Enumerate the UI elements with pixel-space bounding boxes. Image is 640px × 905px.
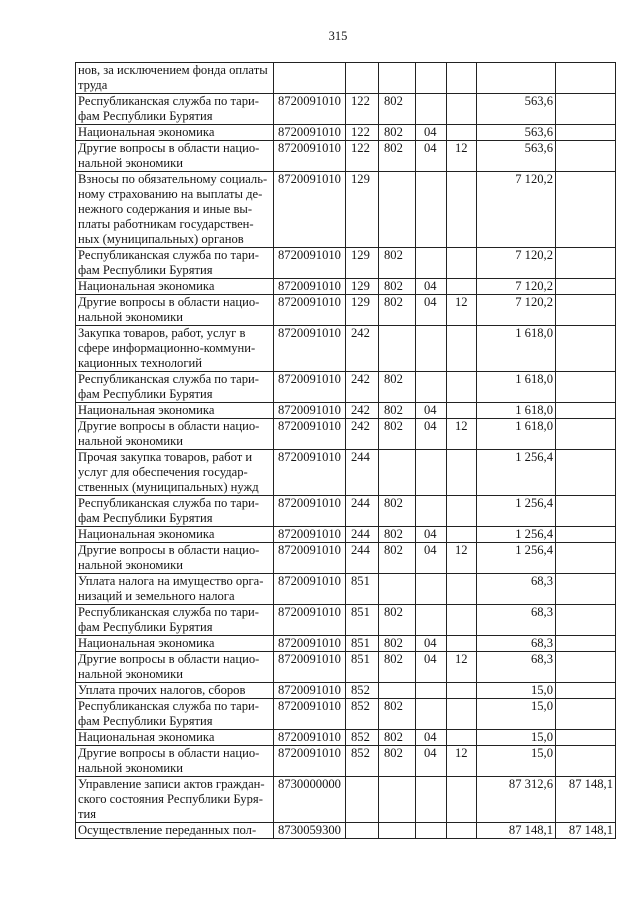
ministry-code-cell: 802 [379,94,416,125]
description-cell: Осуществление переданных пол- [76,823,274,839]
expense-type-cell: 851 [346,574,379,605]
amount-2-cell [556,403,616,419]
amount-2-cell [556,172,616,248]
amount-cell: 563,6 [477,94,556,125]
table-row [76,63,616,94]
description-cell: Национальная экономика [76,279,274,295]
table-row [76,777,616,823]
section-cell: 04 [416,125,447,141]
section-cell: 04 [416,730,447,746]
amount-2-cell [556,248,616,279]
amount-2-cell [556,295,616,326]
subsection-cell [447,450,477,496]
amount-2-cell [556,63,616,94]
description-cell: Управление записи актов граждан- ского состояния Республики Буря- тия [76,777,274,823]
ministry-code-cell: 802 [379,403,416,419]
description-cell: Национальная экономика [76,125,274,141]
expense-type-cell: 244 [346,450,379,496]
subsection-cell [447,94,477,125]
description-cell: Национальная экономика [76,403,274,419]
ministry-code-cell: 802 [379,605,416,636]
table-row [76,403,616,419]
amount-2-cell [556,141,616,172]
budget-table [75,62,616,839]
amount-cell: 1 618,0 [477,419,556,450]
subsection-cell: 12 [447,746,477,777]
ministry-code-cell: 802 [379,372,416,403]
ministry-code-cell: 802 [379,699,416,730]
ministry-code-cell [379,172,416,248]
amount-2-cell [556,543,616,574]
section-cell [416,823,447,839]
ministry-code-cell [379,326,416,372]
expense-type-cell: 851 [346,652,379,683]
amount-2-cell [556,605,616,636]
amount-2-cell [556,730,616,746]
target-code-cell: 8720091010 [274,699,346,730]
amount-cell: 87 312,6 [477,777,556,823]
section-cell [416,372,447,403]
expense-type-cell: 244 [346,496,379,527]
amount-2-cell [556,94,616,125]
table-row [76,279,616,295]
section-cell: 04 [416,636,447,652]
expense-type-cell: 244 [346,527,379,543]
section-cell [416,683,447,699]
amount-cell: 7 120,2 [477,295,556,326]
amount-cell: 1 618,0 [477,326,556,372]
expense-type-cell: 129 [346,279,379,295]
expense-type-cell [346,63,379,94]
description-cell: Национальная экономика [76,636,274,652]
expense-type-cell: 852 [346,746,379,777]
expense-type-cell: 129 [346,248,379,279]
subsection-cell [447,63,477,94]
amount-cell: 15,0 [477,746,556,777]
section-cell [416,248,447,279]
expense-type-cell: 242 [346,372,379,403]
table-row [76,823,616,839]
amount-cell: 1 256,4 [477,496,556,527]
subsection-cell [447,248,477,279]
ministry-code-cell: 802 [379,295,416,326]
section-cell: 04 [416,746,447,777]
amount-2-cell [556,746,616,777]
table-row [76,419,616,450]
target-code-cell: 8720091010 [274,279,346,295]
target-code-cell: 8720091010 [274,403,346,419]
amount-cell: 1 256,4 [477,543,556,574]
amount-2-cell [556,496,616,527]
ministry-code-cell: 802 [379,527,416,543]
amount-cell: 1 618,0 [477,372,556,403]
ministry-code-cell: 802 [379,636,416,652]
expense-type-cell: 852 [346,683,379,699]
target-code-cell: 8720091010 [274,636,346,652]
description-cell: Взносы по обязательному социаль- ному страхованию на выплаты де- нежного содержания и иные вы- платы работникам государствен- ных (муниципальных) органов [76,172,274,248]
ministry-code-cell: 802 [379,141,416,172]
expense-type-cell: 122 [346,141,379,172]
section-cell: 04 [416,527,447,543]
target-code-cell: 8720091010 [274,125,346,141]
subsection-cell [447,636,477,652]
page-number: 315 [328,29,348,43]
table-row [76,730,616,746]
amount-cell: 68,3 [477,574,556,605]
subsection-cell [447,403,477,419]
table-row [76,172,616,248]
expense-type-cell: 242 [346,403,379,419]
table-row [76,295,616,326]
amount-2-cell [556,419,616,450]
subsection-cell: 12 [447,419,477,450]
table-row [76,527,616,543]
target-code-cell: 8720091010 [274,746,346,777]
expense-type-cell: 242 [346,419,379,450]
amount-cell: 15,0 [477,730,556,746]
ministry-code-cell: 802 [379,279,416,295]
amount-2-cell [556,527,616,543]
section-cell [416,94,447,125]
target-code-cell: 8730000000 [274,777,346,823]
description-cell: Другие вопросы в области нацио- нальной экономики [76,746,274,777]
target-code-cell: 8720091010 [274,605,346,636]
amount-cell: 15,0 [477,699,556,730]
amount-cell: 563,6 [477,141,556,172]
description-cell: Другие вопросы в области нацио- нальной экономики [76,419,274,450]
section-cell: 04 [416,652,447,683]
amount-2-cell [556,279,616,295]
target-code-cell: 8720091010 [274,372,346,403]
section-cell [416,450,447,496]
ministry-code-cell: 802 [379,125,416,141]
table-row [76,141,616,172]
description-cell: Республиканская служба по тари- фам Республики Бурятия [76,496,274,527]
section-cell: 04 [416,279,447,295]
target-code-cell: 8720091010 [274,730,346,746]
expense-type-cell: 244 [346,543,379,574]
table-row [76,636,616,652]
amount-2-cell [556,699,616,730]
amount-2-cell [556,636,616,652]
description-cell: Закупка товаров, работ, услуг в сфере информационно-коммуни- кационных технологий [76,326,274,372]
description-cell: Другие вопросы в области нацио- нальной экономики [76,543,274,574]
section-cell [416,777,447,823]
amount-cell: 1 256,4 [477,527,556,543]
table-row [76,746,616,777]
target-code-cell: 8720091010 [274,295,346,326]
subsection-cell [447,172,477,248]
subsection-cell [447,326,477,372]
ministry-code-cell: 802 [379,746,416,777]
expense-type-cell [346,777,379,823]
subsection-cell: 12 [447,295,477,326]
target-code-cell: 8730059300 [274,823,346,839]
amount-cell [477,63,556,94]
section-cell [416,496,447,527]
table-row [76,372,616,403]
amount-2-cell [556,326,616,372]
ministry-code-cell [379,683,416,699]
amount-cell: 7 120,2 [477,279,556,295]
amount-cell: 7 120,2 [477,172,556,248]
target-code-cell: 8720091010 [274,496,346,527]
expense-type-cell: 129 [346,172,379,248]
ministry-code-cell [379,777,416,823]
table-body [76,63,616,839]
target-code-cell: 8720091010 [274,172,346,248]
target-code-cell: 8720091010 [274,683,346,699]
amount-cell: 563,6 [477,125,556,141]
ministry-code-cell: 802 [379,248,416,279]
description-cell: Республиканская служба по тари- фам Республики Бурятия [76,372,274,403]
subsection-cell [447,279,477,295]
expense-type-cell: 129 [346,295,379,326]
subsection-cell: 12 [447,543,477,574]
description-cell: Уплата прочих налогов, сборов [76,683,274,699]
table-row [76,699,616,730]
amount-2-cell: 87 148,1 [556,823,616,839]
subsection-cell [447,699,477,730]
amount-2-cell [556,652,616,683]
ministry-code-cell: 802 [379,496,416,527]
expense-type-cell: 851 [346,636,379,652]
target-code-cell: 8720091010 [274,543,346,574]
ministry-code-cell: 802 [379,543,416,574]
amount-cell: 68,3 [477,605,556,636]
section-cell [416,699,447,730]
ministry-code-cell: 802 [379,652,416,683]
expense-type-cell: 122 [346,125,379,141]
ministry-code-cell: 802 [379,419,416,450]
description-cell: Национальная экономика [76,730,274,746]
ministry-code-cell [379,63,416,94]
subsection-cell [447,372,477,403]
amount-2-cell [556,450,616,496]
table-row [76,125,616,141]
table-row [76,574,616,605]
subsection-cell [447,730,477,746]
description-cell: Республиканская служба по тари- фам Республики Бурятия [76,248,274,279]
section-cell: 04 [416,141,447,172]
amount-2-cell [556,125,616,141]
ministry-code-cell [379,450,416,496]
ministry-code-cell: 802 [379,730,416,746]
table-row [76,652,616,683]
subsection-cell [447,527,477,543]
table-row [76,450,616,496]
amount-cell: 7 120,2 [477,248,556,279]
description-cell: Республиканская служба по тари- фам Республики Бурятия [76,699,274,730]
amount-cell: 68,3 [477,652,556,683]
subsection-cell [447,496,477,527]
section-cell [416,574,447,605]
amount-2-cell [556,574,616,605]
ministry-code-cell [379,823,416,839]
target-code-cell: 8720091010 [274,248,346,279]
target-code-cell [274,63,346,94]
table-row [76,248,616,279]
section-cell [416,326,447,372]
description-cell: Уплата налога на имущество орга- низаций и земельного налога [76,574,274,605]
description-cell: Национальная экономика [76,527,274,543]
target-code-cell: 8720091010 [274,652,346,683]
table-row [76,94,616,125]
expense-type-cell: 852 [346,699,379,730]
amount-cell: 1 618,0 [477,403,556,419]
table-row [76,326,616,372]
table-row [76,496,616,527]
description-cell: Прочая закупка товаров, работ и услуг для обеспечения государ- ственных (муниципальных) нужд [76,450,274,496]
target-code-cell: 8720091010 [274,326,346,372]
amount-2-cell [556,683,616,699]
section-cell: 04 [416,419,447,450]
subsection-cell [447,823,477,839]
expense-type-cell: 122 [346,94,379,125]
expense-type-cell: 852 [346,730,379,746]
target-code-cell: 8720091010 [274,574,346,605]
subsection-cell [447,125,477,141]
description-cell: нов, за исключением фонда оплаты труда [76,63,274,94]
section-cell [416,605,447,636]
subsection-cell [447,574,477,605]
section-cell [416,63,447,94]
section-cell: 04 [416,295,447,326]
section-cell: 04 [416,543,447,574]
target-code-cell: 8720091010 [274,527,346,543]
subsection-cell: 12 [447,141,477,172]
subsection-cell [447,683,477,699]
description-cell: Другие вопросы в области нацио- нальной экономики [76,652,274,683]
description-cell: Другие вопросы в области нацио- нальной экономики [76,295,274,326]
subsection-cell: 12 [447,652,477,683]
amount-cell: 1 256,4 [477,450,556,496]
expense-type-cell: 242 [346,326,379,372]
description-cell: Республиканская служба по тари- фам Республики Бурятия [76,94,274,125]
target-code-cell: 8720091010 [274,419,346,450]
section-cell: 04 [416,403,447,419]
section-cell [416,172,447,248]
amount-cell: 15,0 [477,683,556,699]
subsection-cell [447,605,477,636]
table-row [76,543,616,574]
target-code-cell: 8720091010 [274,450,346,496]
description-cell: Другие вопросы в области нацио- нальной экономики [76,141,274,172]
expense-type-cell: 851 [346,605,379,636]
subsection-cell [447,777,477,823]
amount-2-cell: 87 148,1 [556,777,616,823]
ministry-code-cell [379,574,416,605]
amount-cell: 68,3 [477,636,556,652]
description-cell: Республиканская служба по тари- фам Республики Бурятия [76,605,274,636]
table-row [76,683,616,699]
target-code-cell: 8720091010 [274,94,346,125]
amount-2-cell [556,372,616,403]
target-code-cell: 8720091010 [274,141,346,172]
amount-cell: 87 148,1 [477,823,556,839]
table-row [76,605,616,636]
expense-type-cell [346,823,379,839]
